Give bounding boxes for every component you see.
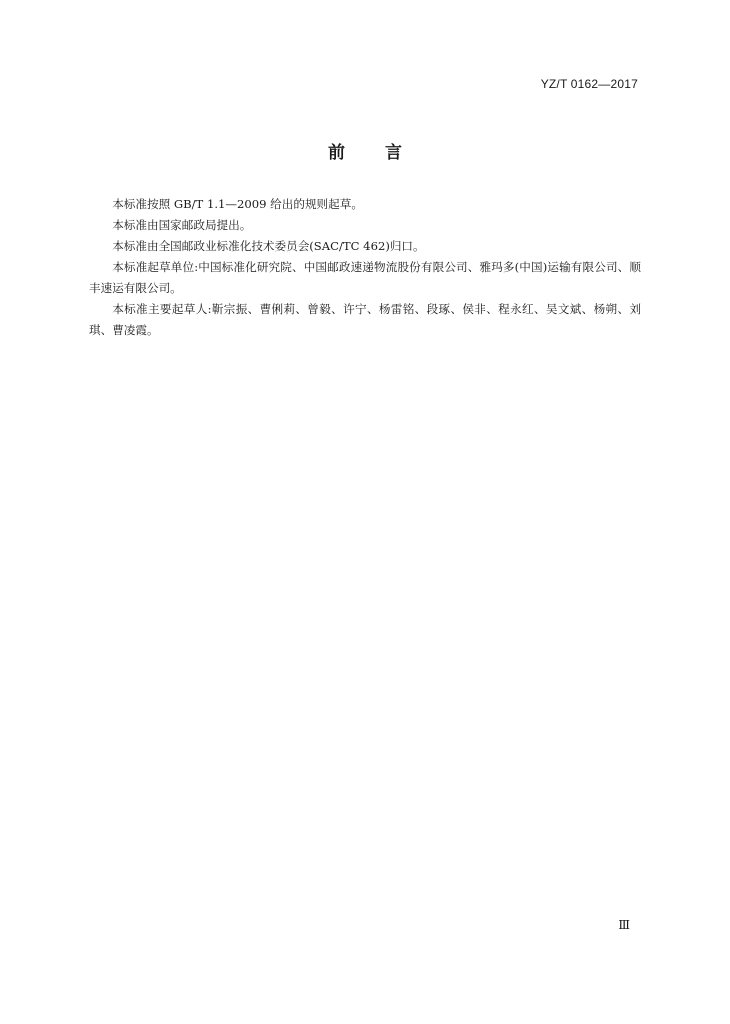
page-number: Ⅲ	[618, 918, 630, 932]
paragraph-drafting-units: 本标准起草单位:中国标准化研究院、中国邮政速递物流股份有限公司、雅玛多(中国)运输有限公司、顺丰速运有限公司。	[89, 260, 641, 295]
standard-code: YZ/T 0162—2017	[540, 77, 638, 91]
paragraph-drafters: 本标准主要起草人:靳宗振、曹俐莉、曾毅、许宁、杨雷铭、段琢、侯非、程永红、吴文斌、杨朔、刘琪、曹凌霞。	[89, 302, 641, 337]
document-body	[89, 194, 641, 341]
page-title: 前言	[328, 143, 442, 163]
paragraph-proposer: 本标准由国家邮政局提出。	[112, 218, 252, 232]
paragraph-drafting-rules: 本标准按照 GB/T 1.1—2009 给出的规则起草。	[112, 197, 363, 211]
paragraph-committee: 本标准由全国邮政业标准化技术委员会(SAC/TC 462)归口。	[112, 239, 425, 253]
